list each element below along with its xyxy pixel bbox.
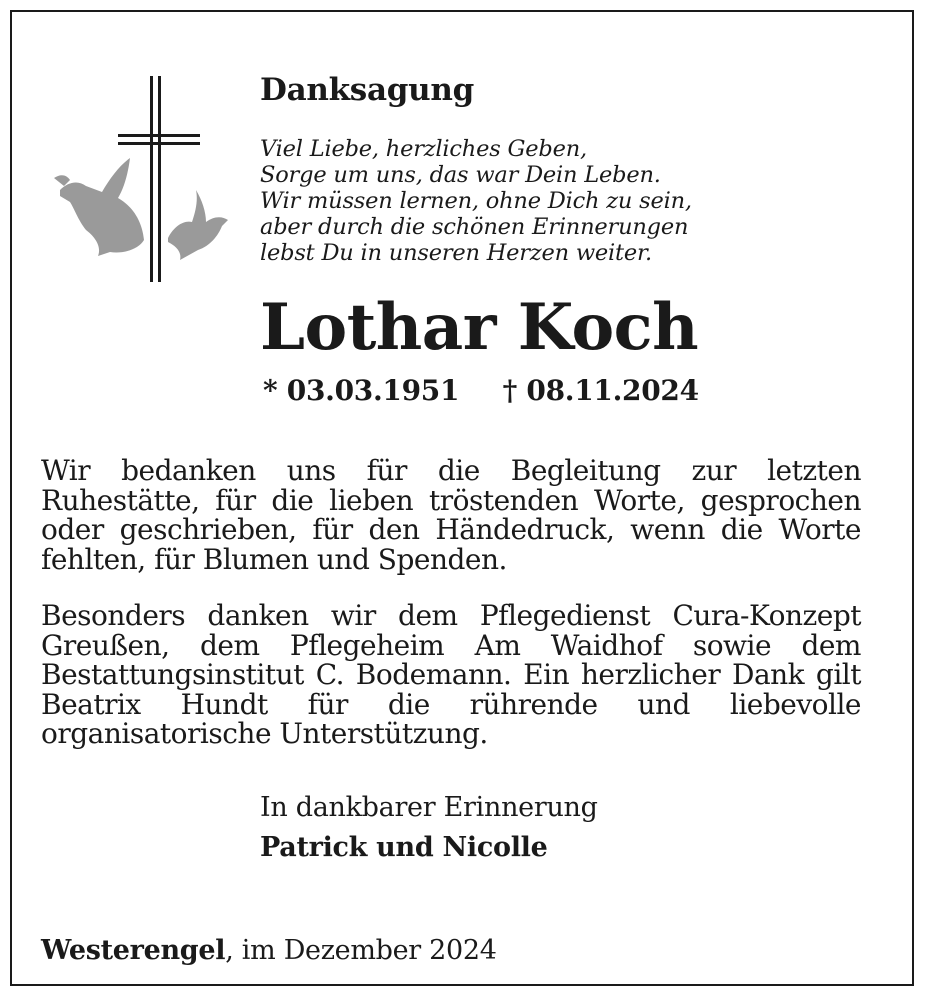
poem-line: Wir müssen lernen, ohne Dich zu sein,	[260, 188, 692, 214]
poem-line: Sorge um uns, das war Dein Leben.	[260, 162, 661, 188]
signers: Patrick und Nicolle	[260, 832, 548, 863]
date-suffix: , im Dezember 2024	[225, 935, 497, 966]
closing-phrase: In dankbarer Erinnerung	[260, 792, 598, 823]
cross-and-doves-emblem	[50, 70, 240, 290]
heading: Danksagung	[260, 72, 474, 108]
life-dates	[263, 374, 699, 407]
place-and-date	[41, 935, 497, 966]
poem-line: aber durch die schönen Erinnerungen	[260, 214, 689, 240]
place: Westerengel	[41, 935, 226, 966]
death-date: † 08.11.2024	[502, 374, 699, 407]
dove-icon	[54, 158, 228, 260]
closing-block	[260, 788, 598, 868]
special-thanks-paragraph: Besonders danken wir dem Pflegedienst Cura-Konzept Greußen, dem Pflegeheim Am Waidhof sowie dem Bestattungsinstitut C. Bodemann. Ein herzlicher Dank gilt Beatrix Hundt für die rührende und liebevolle organisatorische Unterstützung.	[41, 599, 861, 750]
poem	[260, 136, 692, 266]
poem-line: lebst Du in unseren Herzen weiter.	[260, 240, 653, 266]
poem-line: Viel Liebe, herzliches Geben,	[260, 136, 587, 162]
deceased-name: Lothar Koch	[260, 290, 699, 365]
thanks-paragraph: Wir bedanken uns für die Begleitung zur letzten Ruhestätte, für die lieben tröstenden Worte, gesprochen oder geschrieben, für den Händedruck, wenn die Worte fehlten, für Blumen und Spenden.	[41, 454, 861, 576]
birth-date: * 03.03.1951	[263, 374, 460, 407]
